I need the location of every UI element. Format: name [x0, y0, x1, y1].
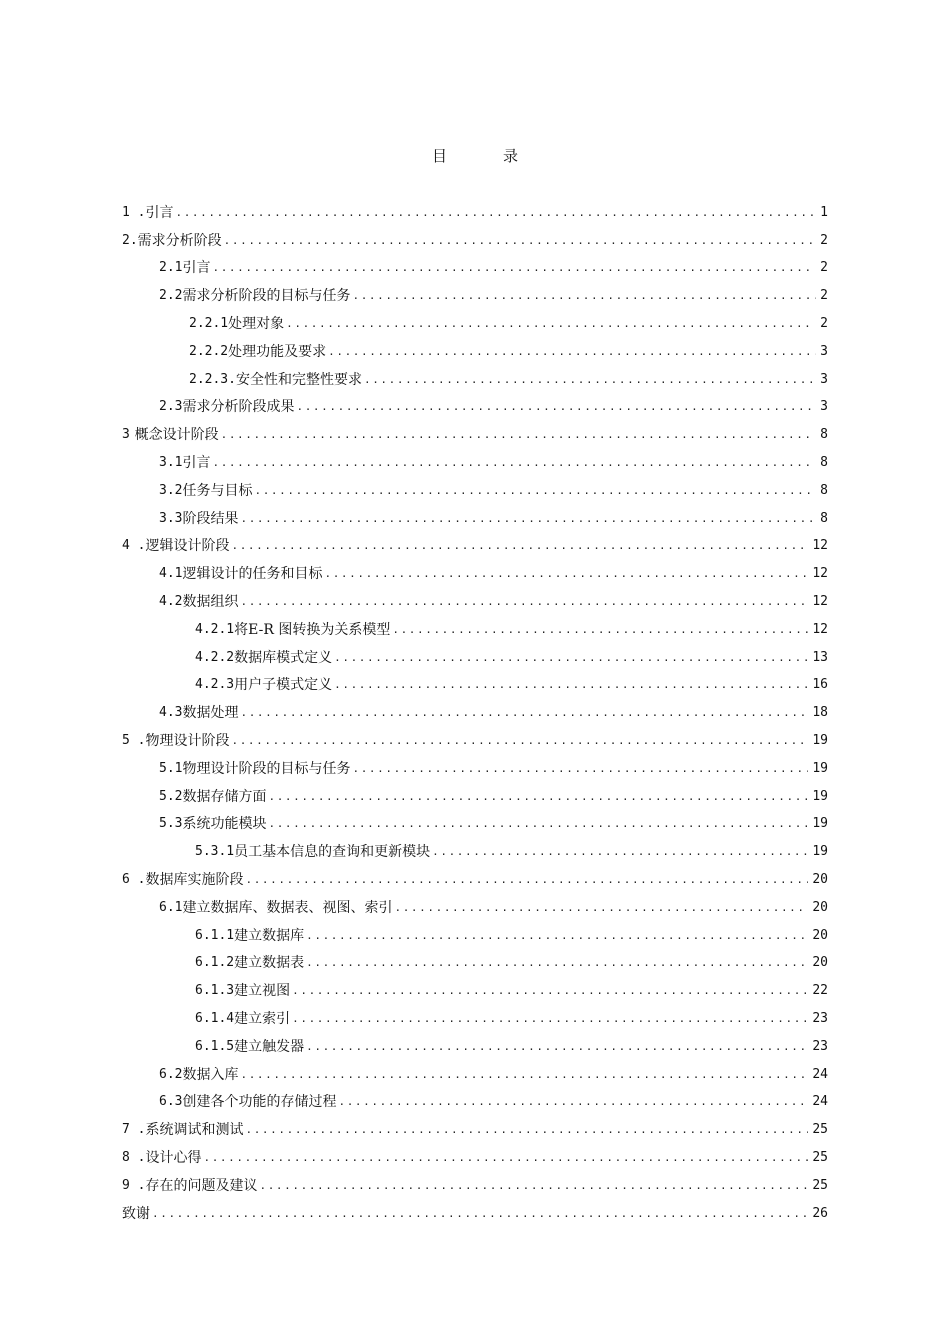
toc-entry-label: 处理功能及要求 [228, 343, 327, 360]
dot-leader [240, 1065, 808, 1085]
dot-leader [240, 592, 808, 612]
toc-entry-number: 6.3 [159, 1094, 183, 1110]
toc-entry-label: 任务与目标 [182, 482, 253, 499]
dot-leader [245, 1120, 808, 1140]
toc-entry[interactable] [122, 1116, 828, 1144]
dot-leader [364, 370, 816, 390]
toc-entry-page-number: 13 [812, 649, 828, 665]
toc-entry-page-number: 8 [820, 482, 828, 498]
toc-entry[interactable] [122, 255, 828, 283]
toc-entry-number: 3.1 [159, 455, 183, 471]
toc-entry-label: 建立数据库、数据表、视图、索引 [182, 899, 393, 916]
toc-entry-number: 5.2 [159, 788, 183, 804]
toc-entry-number: 6.1.1 [195, 927, 235, 943]
toc-entry-label: 安全性和完整性要求 [235, 371, 362, 388]
toc-entry[interactable] [122, 838, 828, 866]
toc-entry[interactable] [122, 950, 828, 978]
toc-entry[interactable] [122, 449, 828, 477]
toc-heading [0, 144, 950, 168]
toc-entry-number: 1 . [122, 204, 146, 220]
dot-leader [175, 203, 813, 223]
toc-entry-label: 系统调试和测试 [145, 1122, 244, 1139]
toc-entry-page-number: 25 [812, 1122, 828, 1138]
toc-entry-page-number: 8 [820, 510, 828, 526]
toc-entry-number: 4.2.2 [195, 649, 235, 665]
toc-entry[interactable] [122, 338, 828, 366]
toc-entry-label: 物理设计阶段的目标与任务 [182, 760, 351, 777]
dot-leader [212, 453, 814, 473]
toc-entry[interactable] [122, 977, 828, 1005]
dot-leader [296, 397, 815, 417]
dot-leader [306, 1037, 808, 1057]
toc-entry[interactable] [122, 282, 828, 310]
toc-entry-label: 将E-R 图转换为关系模型 [234, 621, 391, 638]
toc-entry-number: 5.3 [159, 816, 183, 832]
toc-entry[interactable] [122, 699, 828, 727]
toc-entry-number: 2.2.1 [189, 316, 229, 332]
toc-entry-number: 4.2 [159, 594, 183, 610]
toc-entry-page-number: 12 [812, 621, 828, 637]
dot-leader [334, 648, 808, 668]
toc-entry-number: 5 . [122, 733, 146, 749]
toc-entry-page-number: 2 [820, 260, 828, 276]
toc-entry-page-number: 25 [812, 1149, 828, 1165]
toc-entry-page-number: 8 [820, 455, 828, 471]
dot-leader [306, 953, 808, 973]
dot-leader [245, 870, 808, 890]
toc-entry-page-number: 20 [812, 955, 828, 971]
toc-entry[interactable] [122, 560, 828, 588]
toc-entry[interactable] [122, 672, 828, 700]
toc-entry[interactable] [122, 505, 828, 533]
toc-entry-page-number: 19 [812, 760, 828, 776]
toc-entry-page-number: 24 [812, 1066, 828, 1082]
toc-entry-page-number: 20 [812, 872, 828, 888]
toc-entry-number: 7 . [122, 1122, 146, 1138]
toc-entry-label: 员工基本信息的查询和更新模块 [234, 844, 431, 861]
toc-entry-page-number: 20 [812, 927, 828, 943]
toc-entry-label: 建立视图 [234, 983, 291, 1000]
toc-entry-number: 2.2 [159, 288, 183, 304]
toc-entry-page-number: 2 [820, 232, 828, 248]
toc-entry-number: 6.1.2 [195, 955, 235, 971]
toc-entry-page-number: 2 [820, 288, 828, 304]
toc-entry-label: 物理设计阶段 [145, 733, 230, 750]
toc-entry-number: 4.2.3 [195, 677, 235, 693]
dot-leader [231, 731, 808, 751]
table-of-contents [122, 199, 828, 1227]
toc-entry[interactable] [122, 866, 828, 894]
toc-entry-label: 数据存储方面 [182, 788, 267, 805]
toc-entry-number: 5.1 [159, 760, 183, 776]
toc-entry-number: 2. [122, 232, 138, 248]
toc-entry[interactable] [122, 1061, 828, 1089]
dot-leader [394, 898, 808, 918]
toc-entry-label: 数据处理 [182, 705, 239, 722]
dot-leader [254, 481, 814, 501]
toc-entry-page-number: 18 [812, 705, 828, 721]
toc-entry-label: 系统功能模块 [182, 816, 267, 833]
toc-entry-number: 4 . [122, 538, 146, 554]
toc-entry[interactable] [122, 1200, 828, 1228]
dot-leader [203, 1148, 808, 1168]
toc-entry-page-number: 19 [812, 733, 828, 749]
toc-entry[interactable] [122, 533, 828, 561]
toc-entry-number: 4.1 [159, 566, 183, 582]
toc-entry-number: 2.2.3. [189, 371, 236, 387]
toc-entry-page-number: 3 [820, 343, 828, 359]
toc-entry-label: 引言 [182, 260, 211, 277]
toc-entry[interactable] [122, 811, 828, 839]
toc-entry[interactable] [122, 199, 828, 227]
toc-entry-label: 数据库实施阶段 [145, 872, 244, 889]
toc-entry-number: 2.3 [159, 399, 183, 415]
toc-entry-label: 致谢 [122, 1205, 150, 1222]
dot-leader [212, 258, 814, 278]
toc-entry-page-number: 16 [812, 677, 828, 693]
toc-entry-page-number: 24 [812, 1094, 828, 1110]
toc-entry-page-number: 3 [820, 371, 828, 387]
dot-leader [286, 314, 815, 334]
toc-entry-label: 需求分析阶段的目标与任务 [182, 288, 351, 305]
toc-entry[interactable] [122, 644, 828, 672]
dot-leader [432, 842, 808, 862]
toc-entry-page-number: 12 [812, 566, 828, 582]
toc-entry-label: 创建各个功能的存储过程 [182, 1094, 337, 1111]
toc-entry-page-number: 1 [820, 204, 828, 220]
toc-entry-label: 逻辑设计阶段 [145, 538, 230, 555]
toc-entry[interactable] [122, 922, 828, 950]
dot-leader [292, 1009, 808, 1029]
toc-entry[interactable] [122, 477, 828, 505]
toc-entry-page-number: 23 [812, 1011, 828, 1026]
toc-entry-page-number: 12 [812, 594, 828, 610]
dot-leader [240, 509, 814, 529]
dot-leader [324, 564, 808, 584]
toc-entry[interactable] [122, 1089, 828, 1117]
toc-entry-number: 3 [122, 427, 130, 443]
toc-entry-number: 5.3.1 [195, 844, 235, 860]
toc-entry[interactable] [122, 894, 828, 922]
dot-leader [240, 703, 808, 723]
toc-entry-label: 建立触发器 [234, 1038, 305, 1055]
toc-entry-number: 6.2 [159, 1066, 183, 1082]
toc-entry-number: 6.1.3 [195, 983, 235, 999]
toc-entry-number: 4.3 [159, 705, 183, 721]
dot-leader [152, 1204, 808, 1224]
toc-entry[interactable] [122, 783, 828, 811]
dot-leader [231, 536, 808, 556]
toc-entry-label: 数据库模式定义 [234, 649, 333, 666]
toc-entry-label: 引言 [182, 455, 211, 472]
dot-leader [328, 342, 816, 362]
toc-entry-number: 3.2 [159, 482, 183, 498]
toc-entry[interactable] [122, 727, 828, 755]
toc-entry-number: 6.1 [159, 899, 183, 915]
toc-entry[interactable] [122, 1172, 828, 1200]
toc-entry[interactable] [122, 227, 828, 255]
toc-entry-label: 用户子模式定义 [234, 677, 333, 694]
toc-heading-left: 目 [431, 147, 447, 165]
dot-leader [221, 425, 815, 445]
toc-entry-page-number: 8 [820, 427, 828, 443]
dot-leader [334, 675, 808, 695]
toc-entry-number: 8 . [122, 1149, 146, 1165]
dot-leader [224, 231, 815, 251]
dot-leader [292, 981, 808, 1001]
toc-entry-number: 2.1 [159, 260, 183, 276]
toc-entry[interactable] [122, 421, 828, 449]
toc-entry[interactable] [122, 755, 828, 783]
toc-entry-page-number: 19 [812, 816, 828, 832]
toc-entry-number: 9 . [122, 1177, 146, 1193]
toc-entry[interactable] [122, 616, 828, 644]
toc-entry-number: 6.1.5 [195, 1038, 235, 1054]
toc-entry-page-number: 20 [812, 899, 828, 915]
toc-entry-label: 数据入库 [182, 1066, 239, 1083]
toc-entry-page-number: 25 [812, 1177, 828, 1193]
toc-entry-label: 阶段结果 [182, 510, 239, 527]
toc-entry[interactable] [122, 1033, 828, 1061]
toc-entry-page-number: 22 [812, 983, 828, 999]
toc-entry-label: 逻辑设计的任务和目标 [182, 566, 323, 583]
dot-leader [352, 759, 808, 779]
toc-entry-page-number: 26 [812, 1205, 828, 1221]
toc-entry-label: 存在的问题及建议 [145, 1177, 258, 1194]
toc-entry-label: 设计心得 [145, 1149, 202, 1166]
toc-entry-number: 3.3 [159, 510, 183, 526]
toc-entry-label: 建立数据库 [234, 927, 305, 944]
toc-entry-page-number: 2 [820, 316, 828, 332]
toc-entry-label: 建立数据表 [234, 955, 305, 972]
toc-entry[interactable] [122, 366, 828, 394]
toc-heading-right: 录 [503, 147, 519, 165]
toc-entry-label: 建立索引 [234, 1011, 291, 1027]
toc-entry-label: 概念设计阶段 [134, 427, 219, 444]
toc-entry-page-number: 3 [820, 399, 828, 415]
dot-leader [259, 1176, 808, 1196]
toc-entry-page-number: 23 [812, 1038, 828, 1054]
toc-entry-number: 4.2.1 [195, 621, 235, 637]
dot-leader [352, 286, 816, 306]
toc-entry-number: 6 . [122, 872, 146, 888]
toc-entry-label: 数据组织 [182, 594, 239, 611]
dot-leader [268, 787, 808, 807]
toc-entry-label: 处理对象 [228, 316, 285, 333]
toc-entry-label: 引言 [145, 204, 174, 221]
toc-entry[interactable] [122, 310, 828, 338]
dot-leader [268, 814, 808, 834]
toc-entry[interactable] [122, 394, 828, 422]
toc-entry-label: 需求分析阶段 [137, 232, 222, 249]
toc-entry[interactable] [122, 1005, 828, 1033]
toc-entry[interactable] [122, 1144, 828, 1172]
toc-entry-number: 6.1.4 [195, 1011, 235, 1026]
toc-entry-page-number: 19 [812, 788, 828, 804]
toc-entry-page-number: 19 [812, 844, 828, 860]
toc-entry[interactable] [122, 588, 828, 616]
toc-entry-number: 2.2.2 [189, 343, 229, 359]
dot-leader [338, 1092, 808, 1112]
dot-leader [306, 926, 808, 946]
toc-entry-page-number: 12 [812, 538, 828, 554]
dot-leader [392, 620, 808, 640]
toc-entry-label: 需求分析阶段成果 [182, 399, 295, 416]
